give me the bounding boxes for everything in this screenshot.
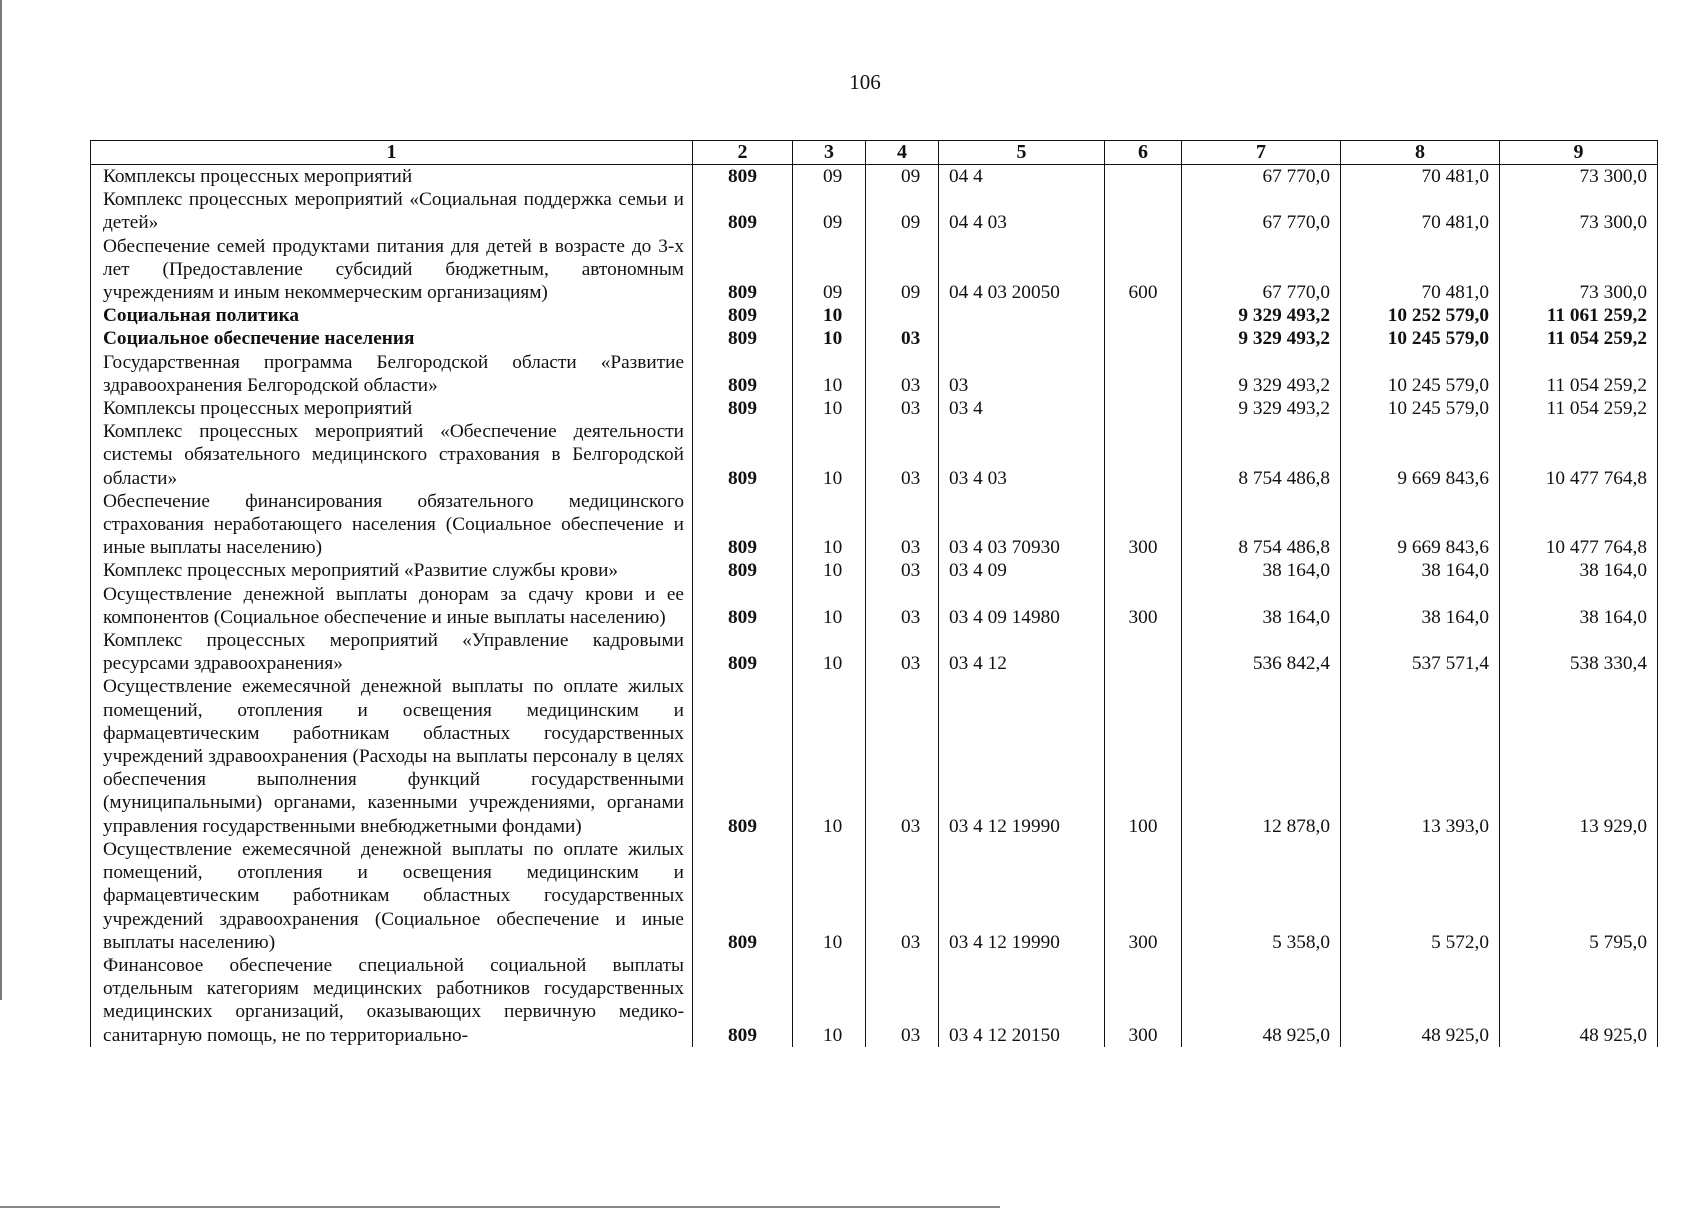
amount-col-7-cell: 12 878,0 [1182, 675, 1341, 837]
ministry-code-cell: 809 [693, 675, 793, 837]
table-row [91, 165, 1658, 189]
amount-col-7-cell: 9 329 493,2 [1182, 351, 1341, 397]
row-name-cell: Социальное обеспечение населения [91, 327, 693, 350]
target-article-cell: 03 4 09 [939, 559, 1105, 582]
amount-col-9-cell: 38 164,0 [1500, 583, 1658, 629]
subsection-code-cell: 03 [866, 420, 939, 490]
subsection-code-cell: 09 [866, 188, 939, 234]
table-body [91, 165, 1658, 1047]
target-article-cell: 03 4 12 19990 [939, 675, 1105, 837]
target-article-cell: 04 4 03 20050 [939, 235, 1105, 305]
section-code-cell: 10 [793, 559, 866, 582]
amount-col-7-cell: 38 164,0 [1182, 583, 1341, 629]
section-code-cell: 10 [793, 954, 866, 1047]
row-name-cell: Осуществление ежемесячной денежной выплаты по оплате жилых помещений, отопления и освещения медицинским и фармацевтическим работникам областных государственных учреждений здравоохранения (Социальное обеспечение и иные выплаты населению) [91, 838, 693, 954]
ministry-code-cell: 809 [693, 583, 793, 629]
row-name-cell: Финансовое обеспечение специальной социальной выплаты отдельным категориям медицинских работников государственных медицинских организаций, оказывающих первичную медико-санитарную помощь, не по территориально- [91, 954, 693, 1047]
table-row [91, 304, 1658, 327]
table-row [91, 327, 1658, 350]
section-code-cell: 10 [793, 397, 866, 420]
target-article-cell: 03 4 12 19990 [939, 838, 1105, 954]
ministry-code-cell: 809 [693, 351, 793, 397]
table-row [91, 675, 1658, 837]
amount-col-9-cell: 73 300,0 [1500, 188, 1658, 234]
amount-col-9-cell: 38 164,0 [1500, 559, 1658, 582]
amount-col-9-cell: 73 300,0 [1500, 235, 1658, 305]
target-article-cell: 03 4 [939, 397, 1105, 420]
section-code-cell: 10 [793, 675, 866, 837]
amount-col-8-cell: 10 245 579,0 [1341, 351, 1500, 397]
section-code-cell: 09 [793, 165, 866, 189]
header-col-3: 3 [793, 141, 866, 165]
subsection-code-cell: 03 [866, 351, 939, 397]
amount-col-8-cell: 10 252 579,0 [1341, 304, 1500, 327]
header-col-6: 6 [1105, 141, 1182, 165]
row-name-cell: Государственная программа Белгородской области «Развитие здравоохранения Белгородской области» [91, 351, 693, 397]
expense-type-cell [1105, 629, 1182, 675]
amount-col-8-cell: 9 669 843,6 [1341, 420, 1500, 490]
amount-col-7-cell: 8 754 486,8 [1182, 490, 1341, 560]
expense-type-cell [1105, 559, 1182, 582]
table-row [91, 420, 1658, 490]
ministry-code-cell: 809 [693, 490, 793, 560]
header-col-1: 1 [91, 141, 693, 165]
subsection-code-cell: 03 [866, 954, 939, 1047]
expense-type-cell [1105, 397, 1182, 420]
ministry-code-cell: 809 [693, 954, 793, 1047]
target-article-cell: 03 4 03 70930 [939, 490, 1105, 560]
table-row [91, 235, 1658, 305]
amount-col-9-cell: 10 477 764,8 [1500, 490, 1658, 560]
header-col-8: 8 [1341, 141, 1500, 165]
amount-col-7-cell: 67 770,0 [1182, 188, 1341, 234]
section-code-cell: 10 [793, 490, 866, 560]
amount-col-9-cell: 5 795,0 [1500, 838, 1658, 954]
table-row [91, 559, 1658, 582]
ministry-code-cell: 809 [693, 559, 793, 582]
amount-col-9-cell: 13 929,0 [1500, 675, 1658, 837]
amount-col-7-cell: 536 842,4 [1182, 629, 1341, 675]
ministry-code-cell: 809 [693, 235, 793, 305]
amount-col-8-cell: 9 669 843,6 [1341, 490, 1500, 560]
amount-col-8-cell: 5 572,0 [1341, 838, 1500, 954]
ministry-code-cell: 809 [693, 188, 793, 234]
amount-col-8-cell: 537 571,4 [1341, 629, 1500, 675]
amount-col-7-cell: 67 770,0 [1182, 235, 1341, 305]
target-article-cell: 04 4 [939, 165, 1105, 189]
subsection-code-cell: 03 [866, 327, 939, 350]
amount-col-7-cell: 9 329 493,2 [1182, 304, 1341, 327]
page-number: 106 [849, 70, 881, 94]
ministry-code-cell: 809 [693, 838, 793, 954]
amount-col-9-cell: 73 300,0 [1500, 165, 1658, 189]
amount-col-7-cell: 48 925,0 [1182, 954, 1341, 1047]
ministry-code-cell: 809 [693, 397, 793, 420]
section-code-cell: 10 [793, 304, 866, 327]
amount-col-7-cell: 38 164,0 [1182, 559, 1341, 582]
expense-type-cell: 600 [1105, 235, 1182, 305]
amount-col-9-cell: 11 054 259,2 [1500, 351, 1658, 397]
section-code-cell: 10 [793, 327, 866, 350]
expense-type-cell: 300 [1105, 954, 1182, 1047]
section-code-cell: 10 [793, 838, 866, 954]
target-article-cell: 03 [939, 351, 1105, 397]
amount-col-8-cell: 70 481,0 [1341, 235, 1500, 305]
row-name-cell: Обеспечение семей продуктами питания для детей в возрасте до 3-х лет (Предоставление субсидий бюджетным, автономным учреждениям и иным некоммерческим организациям) [91, 235, 693, 305]
table-row [91, 629, 1658, 675]
expense-type-cell [1105, 351, 1182, 397]
expense-type-cell [1105, 165, 1182, 189]
row-name-cell: Комплекс процессных мероприятий «Управление кадровыми ресурсами здравоохранения» [91, 629, 693, 675]
amount-col-7-cell: 9 329 493,2 [1182, 327, 1341, 350]
subsection-code-cell: 03 [866, 838, 939, 954]
target-article-cell: 03 4 03 [939, 420, 1105, 490]
amount-col-7-cell: 9 329 493,2 [1182, 397, 1341, 420]
budget-table [90, 140, 1658, 1047]
target-article-cell: 03 4 12 20150 [939, 954, 1105, 1047]
target-article-cell: 03 4 09 14980 [939, 583, 1105, 629]
amount-col-9-cell: 11 061 259,2 [1500, 304, 1658, 327]
subsection-code-cell: 09 [866, 165, 939, 189]
table-row [91, 188, 1658, 234]
expense-type-cell [1105, 304, 1182, 327]
target-article-cell: 03 4 12 [939, 629, 1105, 675]
row-name-cell: Обеспечение финансирования обязательного медицинского страхования неработающего населения (Социальное обеспечение и иные выплаты населению) [91, 490, 693, 560]
expense-type-cell [1105, 327, 1182, 350]
subsection-code-cell: 03 [866, 559, 939, 582]
amount-col-7-cell: 8 754 486,8 [1182, 420, 1341, 490]
subsection-code-cell: 03 [866, 675, 939, 837]
expense-type-cell: 100 [1105, 675, 1182, 837]
amount-col-9-cell: 11 054 259,2 [1500, 327, 1658, 350]
table-row [91, 490, 1658, 560]
amount-col-8-cell: 48 925,0 [1341, 954, 1500, 1047]
table-row [91, 351, 1658, 397]
row-name-cell: Осуществление ежемесячной денежной выплаты по оплате жилых помещений, отопления и освещения медицинским и фармацевтическим работникам областных государственных учреждений здравоохранения (Расходы на выплаты персоналу в целях обеспечения выполнения функций государственными (муниципальными) органами, казенными учреждениями, органами управления государственными внебюджетными фондами) [91, 675, 693, 837]
row-name-cell: Осуществление денежной выплаты донорам за сдачу крови и ее компонентов (Социальное обеспечение и иные выплаты населению) [91, 583, 693, 629]
ministry-code-cell: 809 [693, 629, 793, 675]
row-name-cell: Комплекс процессных мероприятий «Обеспечение деятельности системы обязательного медицинского страхования в Белгородской области» [91, 420, 693, 490]
scan-left-edge [0, 0, 2, 1000]
amount-col-9-cell: 48 925,0 [1500, 954, 1658, 1047]
target-article-cell [939, 327, 1105, 350]
amount-col-8-cell: 70 481,0 [1341, 188, 1500, 234]
amount-col-8-cell: 13 393,0 [1341, 675, 1500, 837]
amount-col-8-cell: 10 245 579,0 [1341, 397, 1500, 420]
header-col-4: 4 [866, 141, 939, 165]
target-article-cell [939, 304, 1105, 327]
amount-col-9-cell: 10 477 764,8 [1500, 420, 1658, 490]
ministry-code-cell: 809 [693, 165, 793, 189]
ministry-code-cell: 809 [693, 420, 793, 490]
row-name-cell: Социальная политика [91, 304, 693, 327]
table-header-row [91, 141, 1658, 165]
expense-type-cell: 300 [1105, 583, 1182, 629]
row-name-cell: Комплекс процессных мероприятий «Социальная поддержка семьи и детей» [91, 188, 693, 234]
subsection-code-cell: 09 [866, 235, 939, 305]
amount-col-8-cell: 70 481,0 [1341, 165, 1500, 189]
subsection-code-cell: 03 [866, 583, 939, 629]
section-code-cell: 10 [793, 351, 866, 397]
amount-col-9-cell: 11 054 259,2 [1500, 397, 1658, 420]
subsection-code-cell: 03 [866, 397, 939, 420]
amount-col-9-cell: 538 330,4 [1500, 629, 1658, 675]
ministry-code-cell: 809 [693, 304, 793, 327]
table-row [91, 838, 1658, 954]
section-code-cell: 10 [793, 583, 866, 629]
table-row [91, 397, 1658, 420]
header-col-2: 2 [693, 141, 793, 165]
subsection-code-cell: 03 [866, 629, 939, 675]
header-col-5: 5 [939, 141, 1105, 165]
header-col-9: 9 [1500, 141, 1658, 165]
row-name-cell: Комплексы процессных мероприятий [91, 397, 693, 420]
row-name-cell: Комплексы процессных мероприятий [91, 165, 693, 189]
section-code-cell: 09 [793, 235, 866, 305]
section-code-cell: 10 [793, 420, 866, 490]
ministry-code-cell: 809 [693, 327, 793, 350]
amount-col-7-cell: 5 358,0 [1182, 838, 1341, 954]
section-code-cell: 09 [793, 188, 866, 234]
table-row [91, 583, 1658, 629]
expense-type-cell: 300 [1105, 490, 1182, 560]
row-name-cell: Комплекс процессных мероприятий «Развитие службы крови» [91, 559, 693, 582]
expense-type-cell [1105, 188, 1182, 234]
table-row [91, 954, 1658, 1047]
amount-col-8-cell: 38 164,0 [1341, 583, 1500, 629]
header-col-7: 7 [1182, 141, 1341, 165]
amount-col-8-cell: 10 245 579,0 [1341, 327, 1500, 350]
amount-col-7-cell: 67 770,0 [1182, 165, 1341, 189]
expense-type-cell [1105, 420, 1182, 490]
target-article-cell: 04 4 03 [939, 188, 1105, 234]
amount-col-8-cell: 38 164,0 [1341, 559, 1500, 582]
subsection-code-cell: 03 [866, 490, 939, 560]
expense-type-cell: 300 [1105, 838, 1182, 954]
section-code-cell: 10 [793, 629, 866, 675]
subsection-code-cell [866, 304, 939, 327]
